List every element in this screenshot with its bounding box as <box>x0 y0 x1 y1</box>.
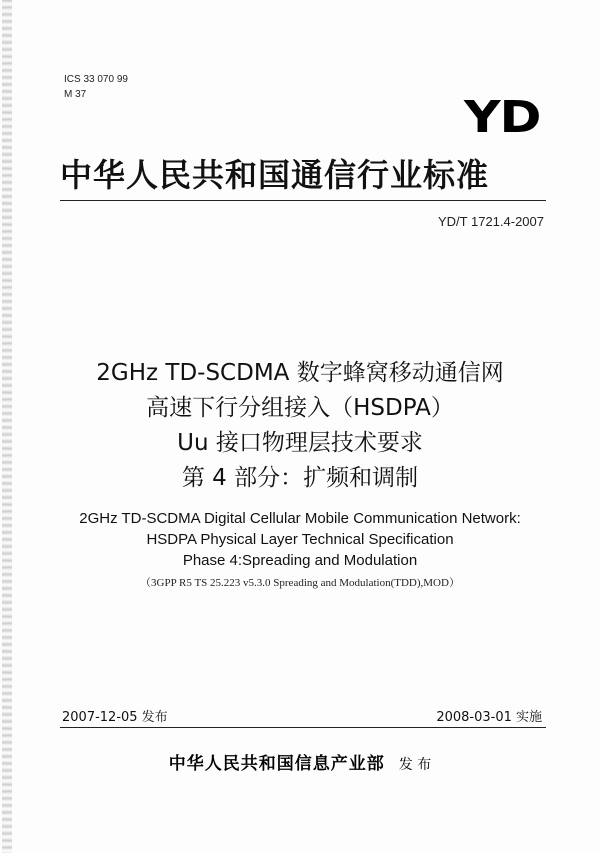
effective-date: 2008-03-01 实施 <box>436 710 542 725</box>
zh-title-line-2: 高速下行分组接入（HSDPA） <box>146 395 454 421</box>
bottom-rule-divider <box>60 727 546 728</box>
en-title-line-2: HSDPA Physical Layer Technical Specification <box>146 531 454 548</box>
ics-code: ICS 33 070 99 <box>64 74 128 85</box>
top-rule-divider <box>60 200 546 201</box>
issue-date: 2007-12-05 发布 <box>62 710 168 725</box>
zh-title-line-4: 第 4 部分：扩频和调制 <box>181 465 419 491</box>
zh-title-line-3: Uu 接口物理层技术要求 <box>177 430 423 456</box>
3gpp-reference: （3GPP R5 TS 25.223 v5.3.0 Spreading and Modulation(TDD),MOD） <box>140 577 460 589</box>
standard-number: YD/T 1721.4-2007 <box>438 214 544 229</box>
publisher-line <box>0 749 600 774</box>
en-title-line-3: Phase 4:Spreading and Modulation <box>182 552 418 569</box>
zh-title-line-1: 2GHz TD-SCDMA 数字蜂窝移动通信网 <box>96 360 504 386</box>
publisher-org: 中华人民共和国信息产业部 <box>168 754 385 774</box>
en-title-line-1: 2GHz TD-SCDMA Digital Cellular Mobile Communication Network: <box>79 510 521 527</box>
ccs-code: M 37 <box>64 89 87 100</box>
standard-category-title: 中华人民共和国通信行业标准 <box>60 156 490 194</box>
yd-logo: YD <box>463 92 540 143</box>
publisher-action: 发 布 <box>398 757 432 773</box>
